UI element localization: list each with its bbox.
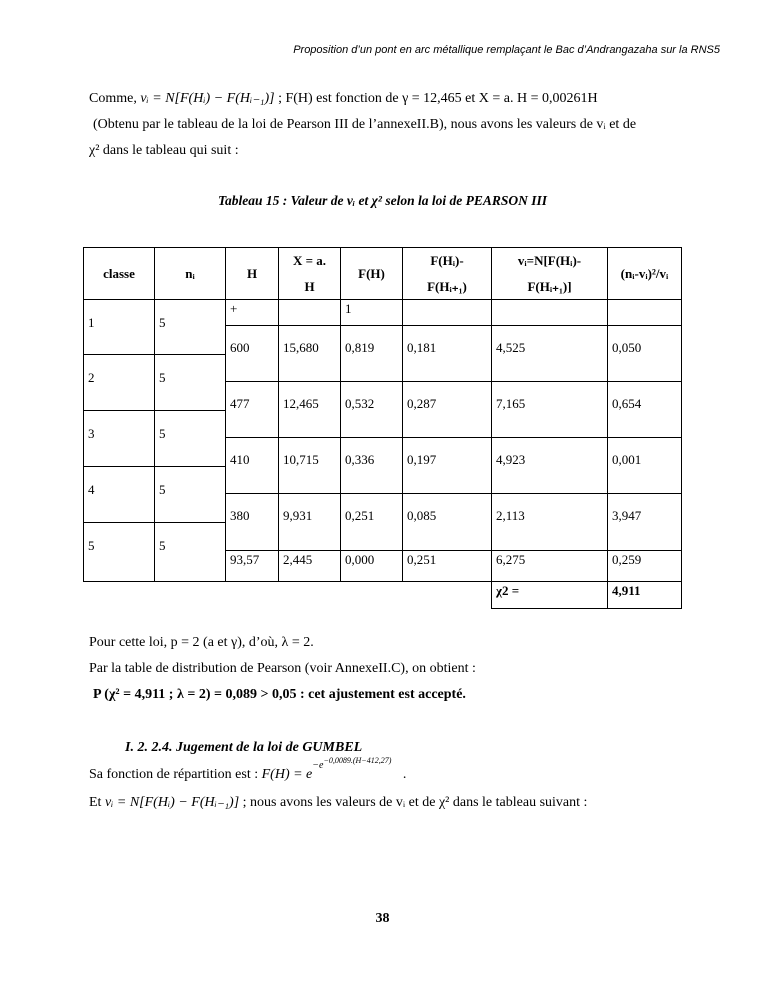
para-1: Pour cette loi, p = 2 (a et γ), d’où, λ = 2. (89, 635, 314, 650)
para-3-result: P (χ² = 4,911 ; λ = 2) = 0,089 > 0,05 : cet ajustement est accepté. (93, 687, 466, 702)
intro-line-3: χ² dans le tableau qui suit : (89, 143, 239, 158)
chi-cell: 0,001 (607, 437, 682, 494)
gumbel-prefix: Sa fonction de répartition est : (89, 767, 259, 782)
diff-cell (402, 299, 492, 326)
fh-cell: 0,336 (340, 437, 403, 494)
x-cell: 10,715 (278, 437, 341, 494)
ni-cell: 5 (154, 354, 226, 411)
pearson-table (83, 247, 682, 609)
h-cell: + (225, 299, 279, 326)
gumbel-line (89, 756, 407, 783)
header-classe: classe (83, 247, 155, 300)
last-prefix: Et (89, 795, 102, 810)
gumbel-exponent: −e−0,0089.(H−412,27) (312, 756, 392, 771)
fh-cell: 0,819 (340, 325, 403, 382)
diff-cell: 0,251 (402, 550, 492, 582)
page-header: Proposition d’un pont en arc métallique remplaçant le Bac d’Andrangazaha sur la RNS5 (293, 44, 720, 56)
vi-cell: 2,113 (491, 493, 608, 551)
table-caption: Tableau 15 : Valeur de vᵢ et χ² selon la loi de PEARSON III (217, 193, 547, 208)
chi-cell: 0,259 (607, 550, 682, 582)
last-line (89, 794, 587, 811)
header-ni: nᵢ (154, 247, 226, 300)
vi-cell: 6,275 (491, 550, 608, 582)
gumbel-suffix: . (402, 767, 407, 782)
gumbel-lhs: F(H) = e (261, 767, 313, 782)
vi-formula: vᵢ = N[F(Hᵢ) − F(Hᵢ₋₁)] (140, 91, 275, 106)
classe-cell: 1 (83, 299, 155, 355)
fh-cell: 0,251 (340, 493, 403, 551)
diff-cell: 0,197 (402, 437, 492, 494)
classe-cell: 3 (83, 410, 155, 467)
fh-cell: 0,532 (340, 381, 403, 438)
vi-cell (491, 299, 608, 326)
ni-cell: 5 (154, 410, 226, 467)
section-title: I. 2. 2.4. Jugement de la loi de GUMBEL (125, 740, 363, 755)
last-rest: ; nous avons les valeurs de vᵢ et de χ² dans le tableau suivant : (242, 795, 588, 810)
chi2-total-label: χ2 = (491, 581, 608, 609)
intro-prefix: Comme, (89, 91, 137, 106)
vi-cell: 4,923 (491, 437, 608, 494)
para-2: Par la table de distribution de Pearson (voir AnnexeII.C), on obtient : (89, 661, 476, 676)
x-cell (278, 299, 341, 326)
header-fh: F(H) (340, 247, 403, 300)
diff-cell: 0,085 (402, 493, 492, 551)
h-cell: 477 (225, 381, 279, 438)
x-cell: 12,465 (278, 381, 341, 438)
header-vi: vᵢ=N[F(Hᵢ)- F(Hᵢ₊₁)] (491, 247, 608, 300)
chi-cell: 0,654 (607, 381, 682, 438)
h-cell: 410 (225, 437, 279, 494)
diff-cell: 0,181 (402, 325, 492, 382)
x-cell: 9,931 (278, 493, 341, 551)
x-cell: 2,445 (278, 550, 341, 582)
classe-cell: 2 (83, 354, 155, 411)
fh-cell: 0,000 (340, 550, 403, 582)
chi-cell (607, 299, 682, 326)
h-cell: 380 (225, 493, 279, 551)
h-cell: 600 (225, 325, 279, 382)
x-cell: 15,680 (278, 325, 341, 382)
intro-line-1 (89, 90, 598, 107)
vi-formula: vᵢ = N[F(Hᵢ) − F(Hᵢ₋₁)] (104, 795, 240, 810)
page-number: 38 (375, 911, 390, 926)
vi-cell: 4,525 (491, 325, 608, 382)
header-x: X = a. H (278, 247, 341, 300)
ni-cell: 5 (154, 466, 226, 523)
intro-rest: ; F(H) est fonction de γ = 12,465 et X = a. H = 0,00261H (278, 91, 598, 106)
classe-cell: 5 (83, 522, 155, 582)
ni-cell: 5 (154, 522, 226, 582)
h-cell: 93,57 (225, 550, 279, 582)
vi-cell: 7,165 (491, 381, 608, 438)
fh-cell: 1 (340, 299, 403, 326)
intro-line-2: (Obtenu par le tableau de la loi de Pearson III de l’annexeII.B), nous avons les valeurs de vᵢ et de (93, 117, 637, 132)
chi-cell: 3,947 (607, 493, 682, 551)
diff-cell: 0,287 (402, 381, 492, 438)
classe-cell: 4 (83, 466, 155, 523)
chi-cell: 0,050 (607, 325, 682, 382)
header-diff: F(Hᵢ)- F(Hᵢ₊₁) (402, 247, 492, 300)
ni-cell: 5 (154, 299, 226, 355)
header-chi: (nᵢ-vᵢ)²/vᵢ (607, 247, 682, 300)
chi2-total-value: 4,911 (607, 581, 682, 609)
header-h: H (225, 247, 279, 300)
